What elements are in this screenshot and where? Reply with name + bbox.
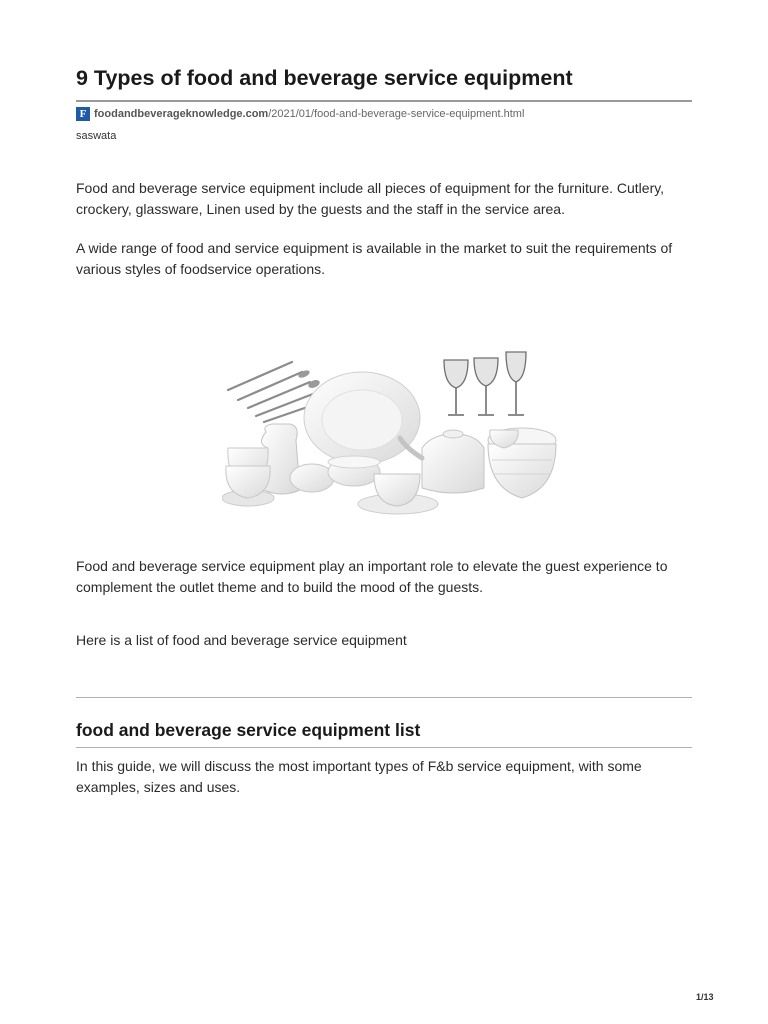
range-paragraph: A wide range of food and service equipment is available in the market to suit the requirements of various styles of foodservice operations. <box>76 240 673 277</box>
source-line <box>76 106 524 122</box>
intro-paragraph: Food and beverage service equipment include all pieces of equipment for the furniture. Cutlery, crockery, glassware, Linen used by the guests and the staff in the service area. <box>76 180 665 217</box>
section-heading: food and beverage service equipment list <box>76 720 421 740</box>
list-intro-paragraph: Here is a list of food and beverage service equipment <box>76 632 407 648</box>
page-indicator: 1/13 <box>696 992 714 1002</box>
title-divider <box>76 100 692 102</box>
source-domain-link[interactable]: foodandbeverageknowledge.com <box>94 108 269 120</box>
role-paragraph: Food and beverage service equipment play an important role to elevate the guest experience to complement the outlet theme and to build the mood of the guests. <box>76 558 668 595</box>
tableware-image <box>222 348 558 520</box>
section-divider <box>76 697 692 698</box>
article-title: 9 Types of food and beverage service equipment <box>76 66 573 90</box>
heading-underline <box>76 747 692 748</box>
source-path-link[interactable]: /2021/01/food-and-beverage-service-equipment.html <box>268 108 525 120</box>
site-favicon-icon: F <box>76 107 90 121</box>
author-name: saswata <box>76 130 117 142</box>
guide-paragraph: In this guide, we will discuss the most important types of F&b service equipment, with some examples, sizes and uses. <box>76 758 642 795</box>
